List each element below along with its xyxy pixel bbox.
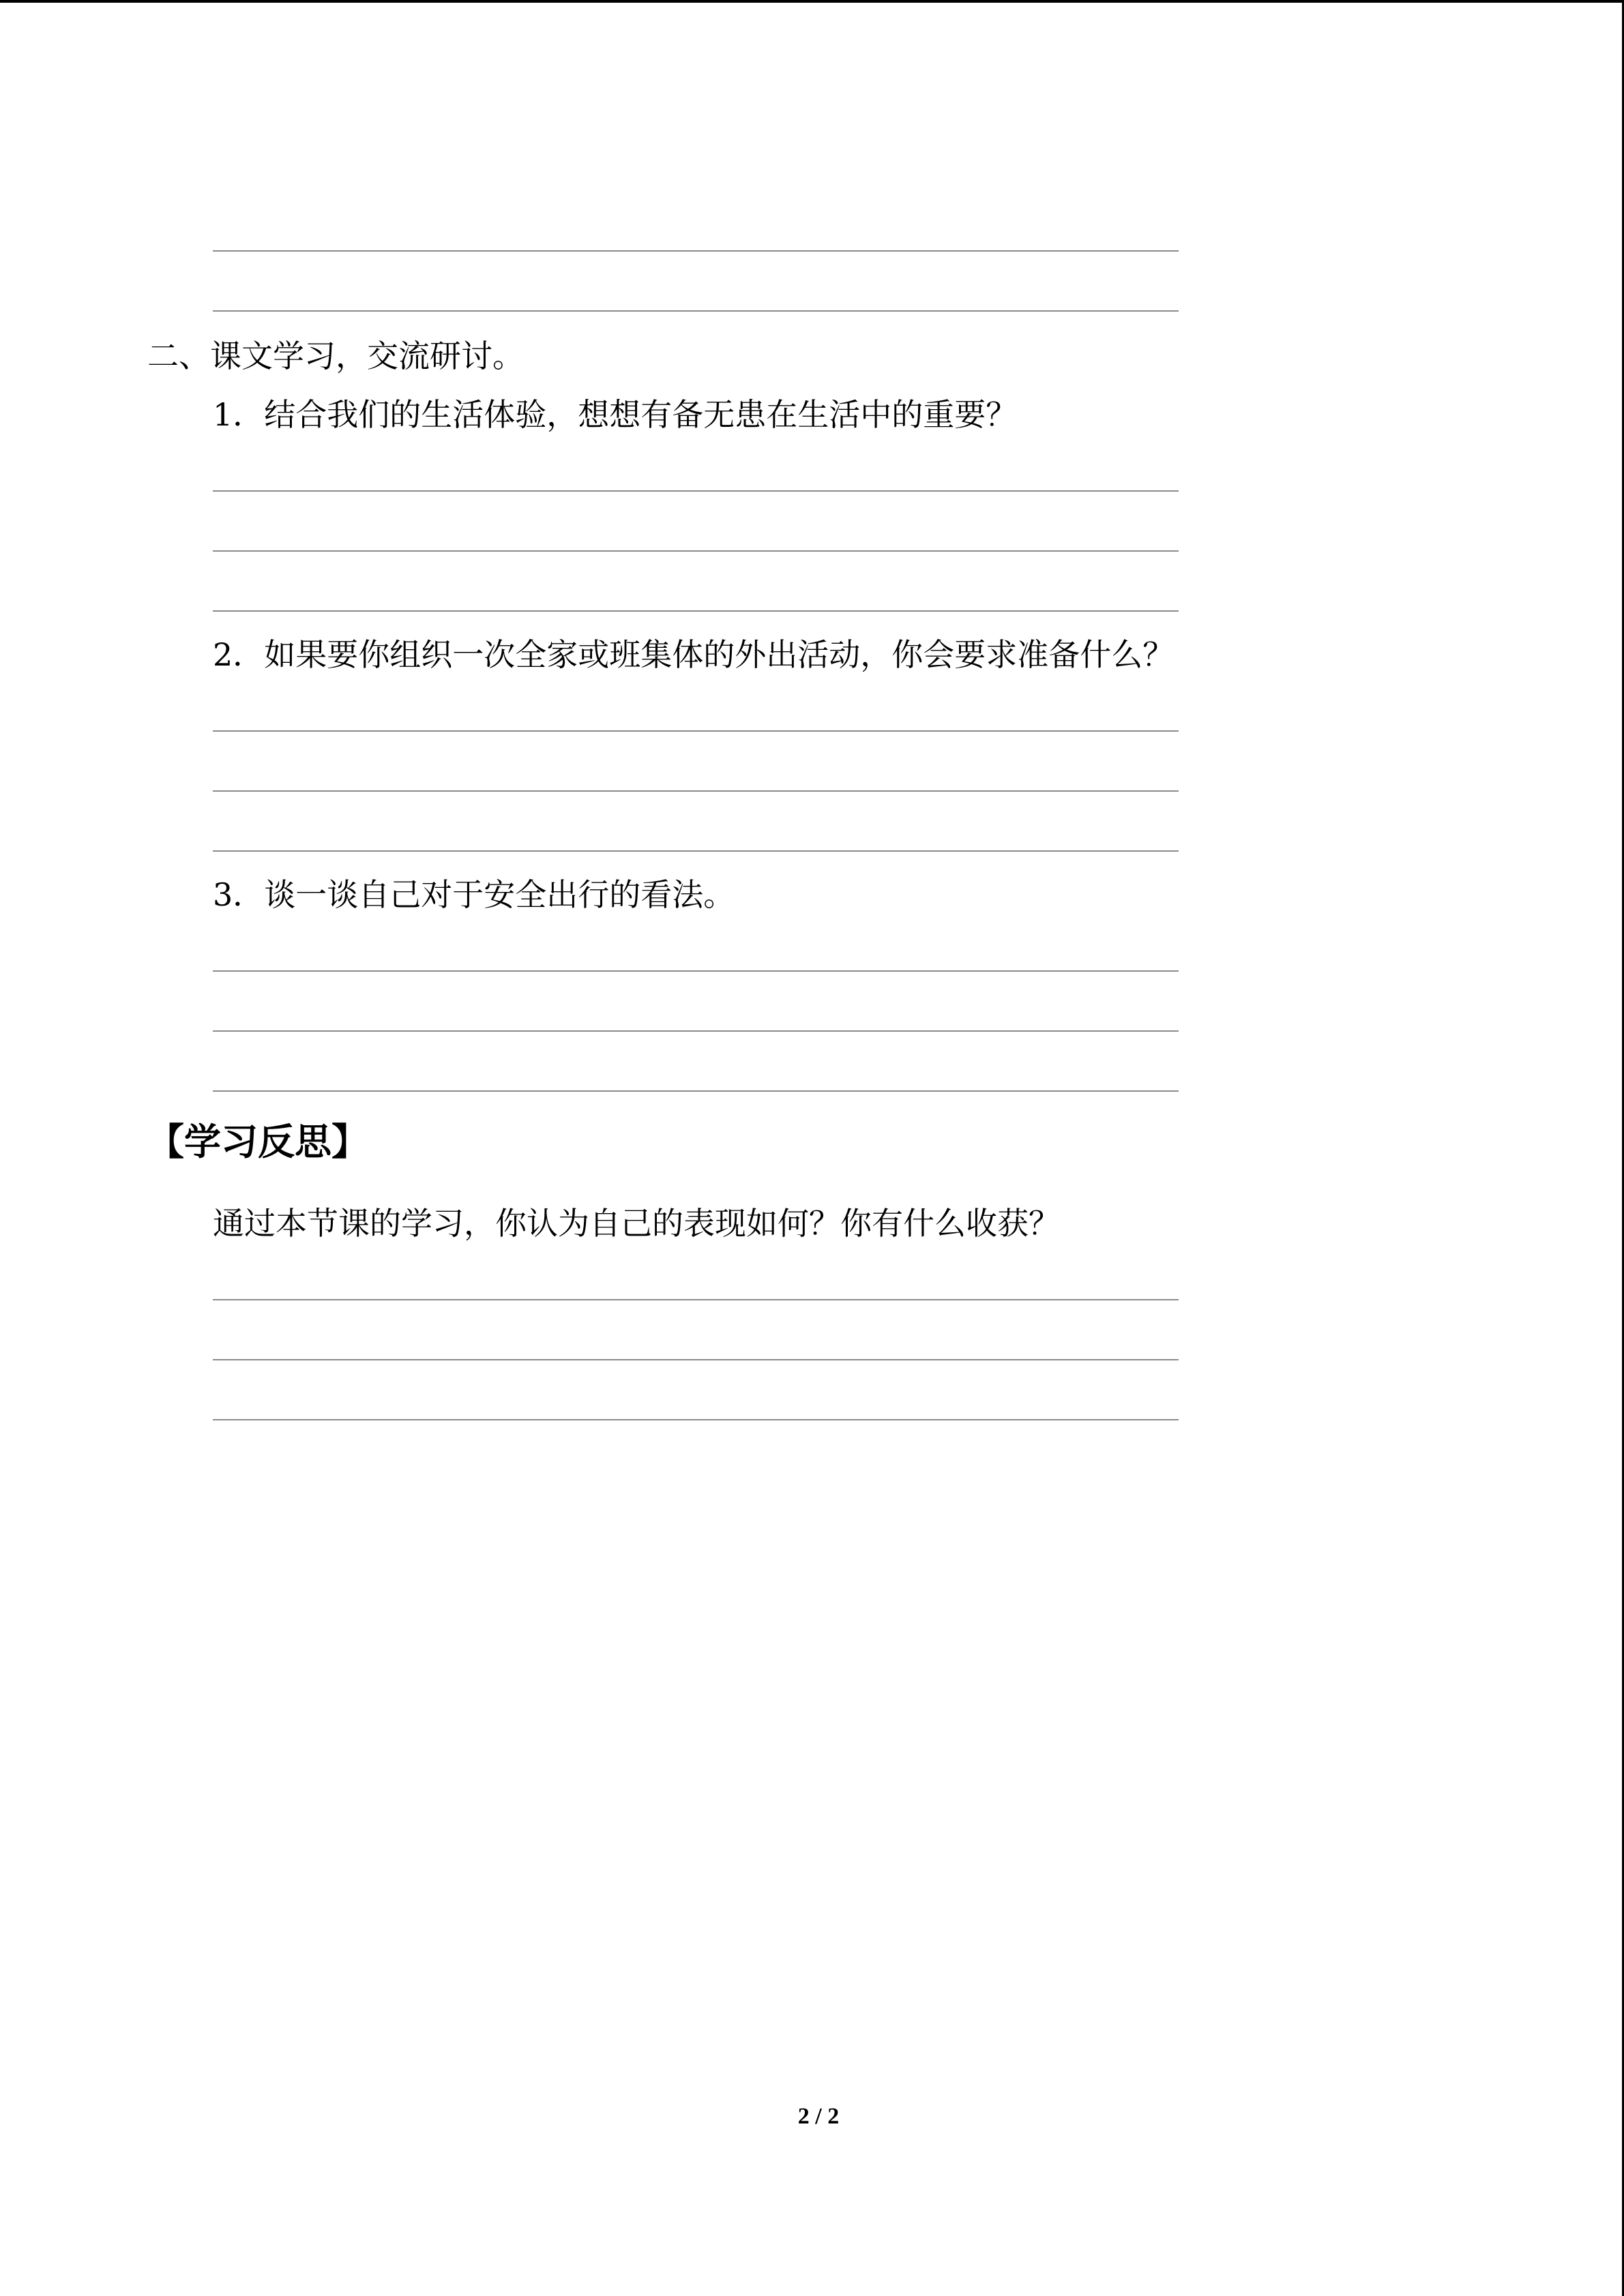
section-two-title: 二、课文学习，交流研讨。 — [147, 338, 524, 374]
question-2: 2．如果要你组织一次全家或班集体的外出活动，你会要求准备什么？ — [213, 636, 1175, 673]
answer-line[interactable] — [213, 1419, 1179, 1420]
answer-line[interactable] — [213, 1299, 1179, 1300]
page-number: 2 / 2 — [797, 2104, 840, 2129]
page-top-border — [0, 0, 1624, 3]
reflection-heading: 【学习反思】 — [147, 1120, 368, 1163]
answer-line[interactable] — [213, 550, 1179, 552]
answer-line[interactable] — [213, 1030, 1179, 1032]
reflection-prompt: 通过本节课的学习，你认为自己的表现如何？你有什么收获？ — [213, 1205, 1060, 1242]
answer-line[interactable] — [213, 1090, 1179, 1092]
answer-line[interactable] — [213, 970, 1179, 972]
answer-line[interactable] — [213, 850, 1179, 852]
answer-line[interactable] — [213, 1359, 1179, 1360]
answer-line[interactable] — [213, 250, 1179, 252]
answer-line[interactable] — [213, 790, 1179, 792]
answer-line[interactable] — [213, 730, 1179, 732]
answer-line[interactable] — [213, 610, 1179, 612]
answer-line[interactable] — [213, 310, 1179, 312]
answer-line[interactable] — [213, 490, 1179, 492]
question-1: 1．结合我们的生活体验，想想有备无患在生活中的重要？ — [213, 396, 1018, 433]
question-3: 3．谈一谈自己对于安全出行的看法。 — [213, 876, 735, 913]
